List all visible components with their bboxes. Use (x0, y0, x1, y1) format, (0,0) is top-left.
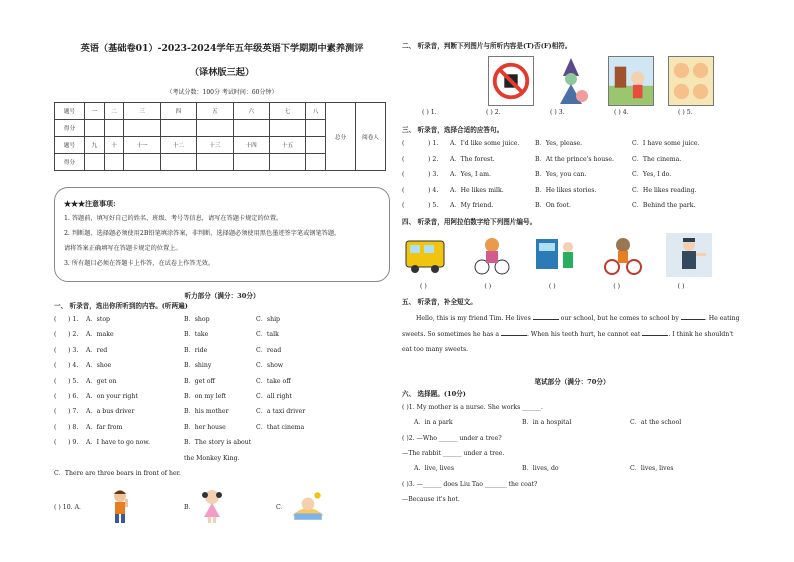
question-row (54, 404, 390, 419)
notice-item: 1. 答题前，填写好自己的姓名、班级、考号等信息，请写在答题卡规定的位置。 (64, 215, 283, 222)
score-blank[interactable] (197, 120, 233, 137)
mc-option: B．in a hospital (522, 419, 572, 427)
score-blank[interactable] (233, 120, 269, 137)
option-a: A．stop (86, 316, 111, 323)
q9-c-text: C．There are three bears in front of her. (54, 470, 181, 478)
q9-option-c (54, 466, 390, 481)
score-cell: 三 (124, 103, 160, 120)
option-c: C．all right (256, 393, 292, 401)
answer-paren: ) 9. (68, 439, 79, 447)
option-c: C．that cinema (256, 423, 305, 431)
right-column (402, 40, 742, 508)
answer-paren: ) 3. (68, 346, 79, 354)
option-c: C．a taxi driver (256, 408, 306, 416)
option-c (256, 435, 390, 466)
option-b: B．her house (184, 423, 226, 431)
answer-paren[interactable]: ( (402, 202, 405, 210)
question-row (54, 389, 390, 404)
s2-paren[interactable]: ( ) 5. (678, 109, 693, 116)
score-blank[interactable] (197, 154, 233, 171)
answer-paren: ) 3. (428, 171, 439, 179)
score-blank[interactable] (269, 120, 305, 137)
option-a: A．I have to go now. (86, 439, 150, 447)
section5-title: 五、 听录音，补全短文。 (402, 297, 477, 306)
option-a: A．The forest. (450, 155, 495, 163)
witch-image (548, 56, 594, 106)
section4-images (402, 233, 742, 277)
question-row (54, 343, 390, 358)
answer-paren: ) 8. (68, 423, 79, 431)
option-b: B．ride (184, 346, 208, 354)
option-c: C．Behind the park. (632, 202, 696, 210)
score-table (54, 102, 386, 171)
option-c: C．read (256, 346, 282, 354)
section6-title: 六、 选择题。(10分) (402, 389, 466, 398)
q10-label: ( ) 10. A． (54, 503, 86, 511)
option-c: C．show (256, 362, 284, 370)
option-b: B．get off (184, 377, 215, 385)
section4-answer-row (420, 283, 742, 290)
option-c: C．He likes reading. (632, 186, 697, 194)
notice-item: 2. 判断题、选择题必须使用2B铅笔填涂答案，非判断、选择题必须使用黑色墨迹签字笔或钢笔答题， (64, 230, 341, 237)
score-blank[interactable] (85, 154, 105, 171)
question-row (402, 183, 742, 199)
mc-q3-line: —Because it's hot. (402, 496, 460, 504)
mc-option: C．lives, lives (630, 465, 674, 473)
answer-paren: ) 1. (428, 140, 439, 147)
cat-bike-image (468, 233, 514, 277)
score-cell: 题号 (55, 137, 85, 154)
option-c: C．I have some juice. (632, 140, 700, 147)
option-c: C．take off (256, 377, 291, 385)
question-row (54, 435, 390, 466)
q10-b-label: B． (184, 503, 195, 511)
section2-title: 二、 听录音，判断下列图片与所听内容是(T)否(F)相符。 (402, 42, 572, 50)
answer-paren[interactable]: ( (54, 331, 57, 339)
s2-paren[interactable]: ( ) 3. (550, 109, 565, 116)
blank-1[interactable] (533, 312, 559, 320)
notice-box (54, 187, 390, 282)
mc-q2-line: —The rabbit ______ under a tree. (402, 449, 505, 457)
score-cell: 十四 (233, 137, 269, 154)
score-blank (306, 154, 326, 171)
score-cell: 九 (85, 137, 105, 154)
answer-paren[interactable]: ( (54, 423, 57, 431)
score-cell: 五 (197, 103, 233, 120)
question-row (402, 136, 742, 152)
section5-passage (402, 311, 742, 358)
s4-paren[interactable]: ( ) (420, 282, 427, 290)
score-cell: 六 (233, 103, 269, 120)
score-blank[interactable] (104, 154, 124, 171)
option-a: A．red (86, 346, 108, 354)
s2-paren[interactable]: ( ) 4. (614, 109, 629, 116)
score-cell: 一 (85, 103, 105, 120)
notice-item: 请将答案正确填写在答题卡规定的位置上。 (64, 245, 182, 252)
answer-paren[interactable]: ( (54, 346, 57, 354)
score-blank[interactable] (85, 120, 105, 137)
section3-title: 三、 听录音，选择合适的应答句。 (402, 126, 504, 134)
answer-paren[interactable]: ( (402, 171, 405, 179)
written-head: 笔试部分（满分：70分） (534, 377, 610, 386)
girl-image (198, 487, 226, 525)
score-blank[interactable] (160, 154, 196, 171)
section1-title: 一、 听录音，选出你所听到的内容。(听两遍) (54, 302, 188, 310)
notice-head: ★★★注意事项: (64, 199, 116, 208)
option-a: A．shoe (86, 362, 112, 370)
score-blank (306, 137, 326, 154)
option-c: C．Yes, I do. (632, 171, 672, 179)
passage-text: . I think he shouldn't eat too many sweets. (402, 330, 734, 354)
score-cell: 得分 (55, 120, 85, 137)
score-cell: 十二 (160, 137, 196, 154)
question-row (54, 327, 390, 342)
passage-text: . When his teeth hurt, he cannot eat (526, 330, 643, 338)
listening-head: 听力部分（满分：30分） (184, 292, 260, 300)
mc-q1: ( )1. My mother is a nurse. She works ______. (402, 403, 543, 411)
answer-paren[interactable]: ( (54, 377, 57, 385)
mc-option: A．live, lives (414, 465, 454, 473)
answer-paren[interactable]: ( (54, 362, 57, 370)
answer-paren: ) 7. (68, 408, 79, 416)
park-scene-image (608, 56, 654, 106)
section4-title: 四、 听录音，用阿拉伯数字给下列图片编号。 (402, 217, 537, 226)
option-b: B．On foot. (535, 202, 571, 210)
option-b: B．take (184, 331, 209, 339)
option-a: A．far from (86, 423, 123, 431)
passage-text: Hello, this is my friend Tim. He lives (416, 314, 533, 322)
s2-paren[interactable]: ( ) 1. (422, 109, 437, 116)
answer-paren: ) 5. (68, 377, 79, 385)
notice-item: 3. 所有题目必须在答题卡上作答，在试卷上作答无效。 (64, 260, 215, 267)
score-cell: 四 (160, 103, 196, 120)
option-a: A．Yes, I am. (450, 171, 491, 179)
score-cell: 七 (269, 103, 305, 120)
exam-subtitle: （译林版三起） (189, 67, 255, 78)
mc-option: B．lives, do (522, 465, 559, 473)
option-b: B．He likes stories. (535, 186, 597, 194)
question-row (54, 312, 390, 327)
s4-paren[interactable]: ( ) (548, 282, 556, 290)
blank-2[interactable] (681, 312, 705, 320)
section2-images (488, 56, 742, 106)
option-c: C．The cinema. (632, 155, 682, 163)
grader-cell: 阅卷人 (356, 103, 386, 171)
mouse-bike-image (600, 233, 646, 277)
option-a: A．on your right (86, 393, 138, 401)
answer-paren: ) 4. (68, 362, 79, 370)
answer-paren: ) 4. (428, 186, 439, 194)
option-a: A．I'd like some juice. (450, 140, 520, 147)
exam-title: 英语（基础卷01）-2023-2024学年五年级英语下学期期中素养测评 (80, 43, 364, 54)
section2-answer-row (422, 109, 742, 116)
blank-4[interactable] (642, 328, 668, 336)
option-b: B．shiny (184, 362, 212, 370)
answer-paren[interactable]: ( (402, 155, 405, 163)
score-cell: 十五 (269, 137, 305, 154)
question-row (54, 374, 390, 389)
no-entry-sign-image (488, 56, 534, 106)
q10-row (54, 485, 390, 527)
option-b: B．The story is about the Monkey King. (184, 439, 252, 462)
option-a: A．get on (86, 377, 117, 385)
s2-paren[interactable]: ( ) 2. (486, 109, 501, 116)
score-cell: 十 (104, 137, 124, 154)
answer-paren: ) 1. (68, 316, 79, 323)
option-b: B．At the prince's house. (535, 155, 614, 163)
question-row (402, 198, 742, 214)
score-blank[interactable] (306, 120, 326, 137)
option-b: B．on my left (184, 393, 227, 401)
score-blank[interactable] (269, 154, 305, 171)
option-a: A．a bus driver (86, 408, 135, 416)
option-b: B．shop (184, 316, 210, 323)
q10-c-label: C． (276, 503, 287, 511)
question-row (54, 420, 390, 435)
mc-q1-options (414, 415, 742, 430)
mc-q2-options (414, 461, 742, 476)
score-cell: 十一 (124, 137, 160, 154)
bus-stop-image (534, 233, 580, 277)
question-row (402, 152, 742, 168)
answer-paren[interactable]: ( (54, 408, 57, 416)
bus-image (402, 233, 448, 277)
question-row (402, 167, 742, 183)
answer-paren: ) 2. (428, 155, 439, 163)
option-b: B．Yes, you can. (535, 171, 587, 179)
exam-info: （考试分数：100分 考试时间：60分钟） (166, 89, 278, 96)
passage-text: our school, but he comes to school by (558, 314, 681, 322)
score-cell: 二 (104, 103, 124, 120)
left-column (54, 40, 390, 527)
score-blank[interactable] (233, 154, 269, 171)
option-a: A．He likes milk. (450, 186, 504, 194)
option-b: B．Yes, please. (535, 140, 583, 147)
s4-paren[interactable]: ( ) (613, 282, 621, 290)
score-blank[interactable] (104, 120, 124, 137)
score-blank[interactable] (124, 154, 160, 171)
passage-text: . He eating sweets. So sometimes he has a (402, 314, 740, 338)
total-cell: 总分 (326, 103, 356, 171)
score-cell: 题号 (55, 103, 85, 120)
question-row (54, 358, 390, 373)
option-c: C．talk (256, 331, 279, 339)
answer-paren[interactable]: ( (402, 140, 405, 147)
answer-paren: ) 6. (68, 393, 79, 401)
option-c: C．ship (256, 316, 281, 323)
boy-image (106, 487, 134, 525)
mc-option: A．in a park (414, 419, 453, 427)
faces-image (668, 56, 714, 106)
answer-paren[interactable]: ( (54, 316, 57, 323)
sleeping-image (290, 490, 326, 522)
police-image (666, 233, 712, 277)
score-blank[interactable] (124, 120, 160, 137)
answer-paren[interactable]: ( (402, 186, 405, 194)
answer-paren[interactable]: ( (54, 393, 57, 401)
s4-paren[interactable]: ( ) (484, 282, 492, 290)
answer-paren: ) 2. (68, 331, 79, 339)
section1-questions (54, 312, 390, 466)
blank-3[interactable] (501, 328, 527, 336)
option-a: A．make (86, 331, 114, 339)
section3-questions (402, 136, 742, 214)
score-blank[interactable] (160, 120, 196, 137)
s4-paren[interactable]: ( ) (677, 282, 685, 290)
mc-q2: ( )2. —Who ______ under a tree? (402, 434, 502, 442)
score-cell: 八 (306, 103, 326, 120)
score-cell: 得分 (55, 154, 85, 171)
score-cell: 十三 (197, 137, 233, 154)
answer-paren: ) 5. (428, 202, 439, 210)
mc-option: C．at the school (630, 419, 682, 427)
answer-paren[interactable]: ( (54, 439, 57, 447)
option-a: A．My friend. (450, 202, 494, 210)
mc-q3: ( )3. —______ does Liu Tao _______ the coat? (402, 480, 538, 488)
option-b: B．his mother (184, 408, 229, 416)
